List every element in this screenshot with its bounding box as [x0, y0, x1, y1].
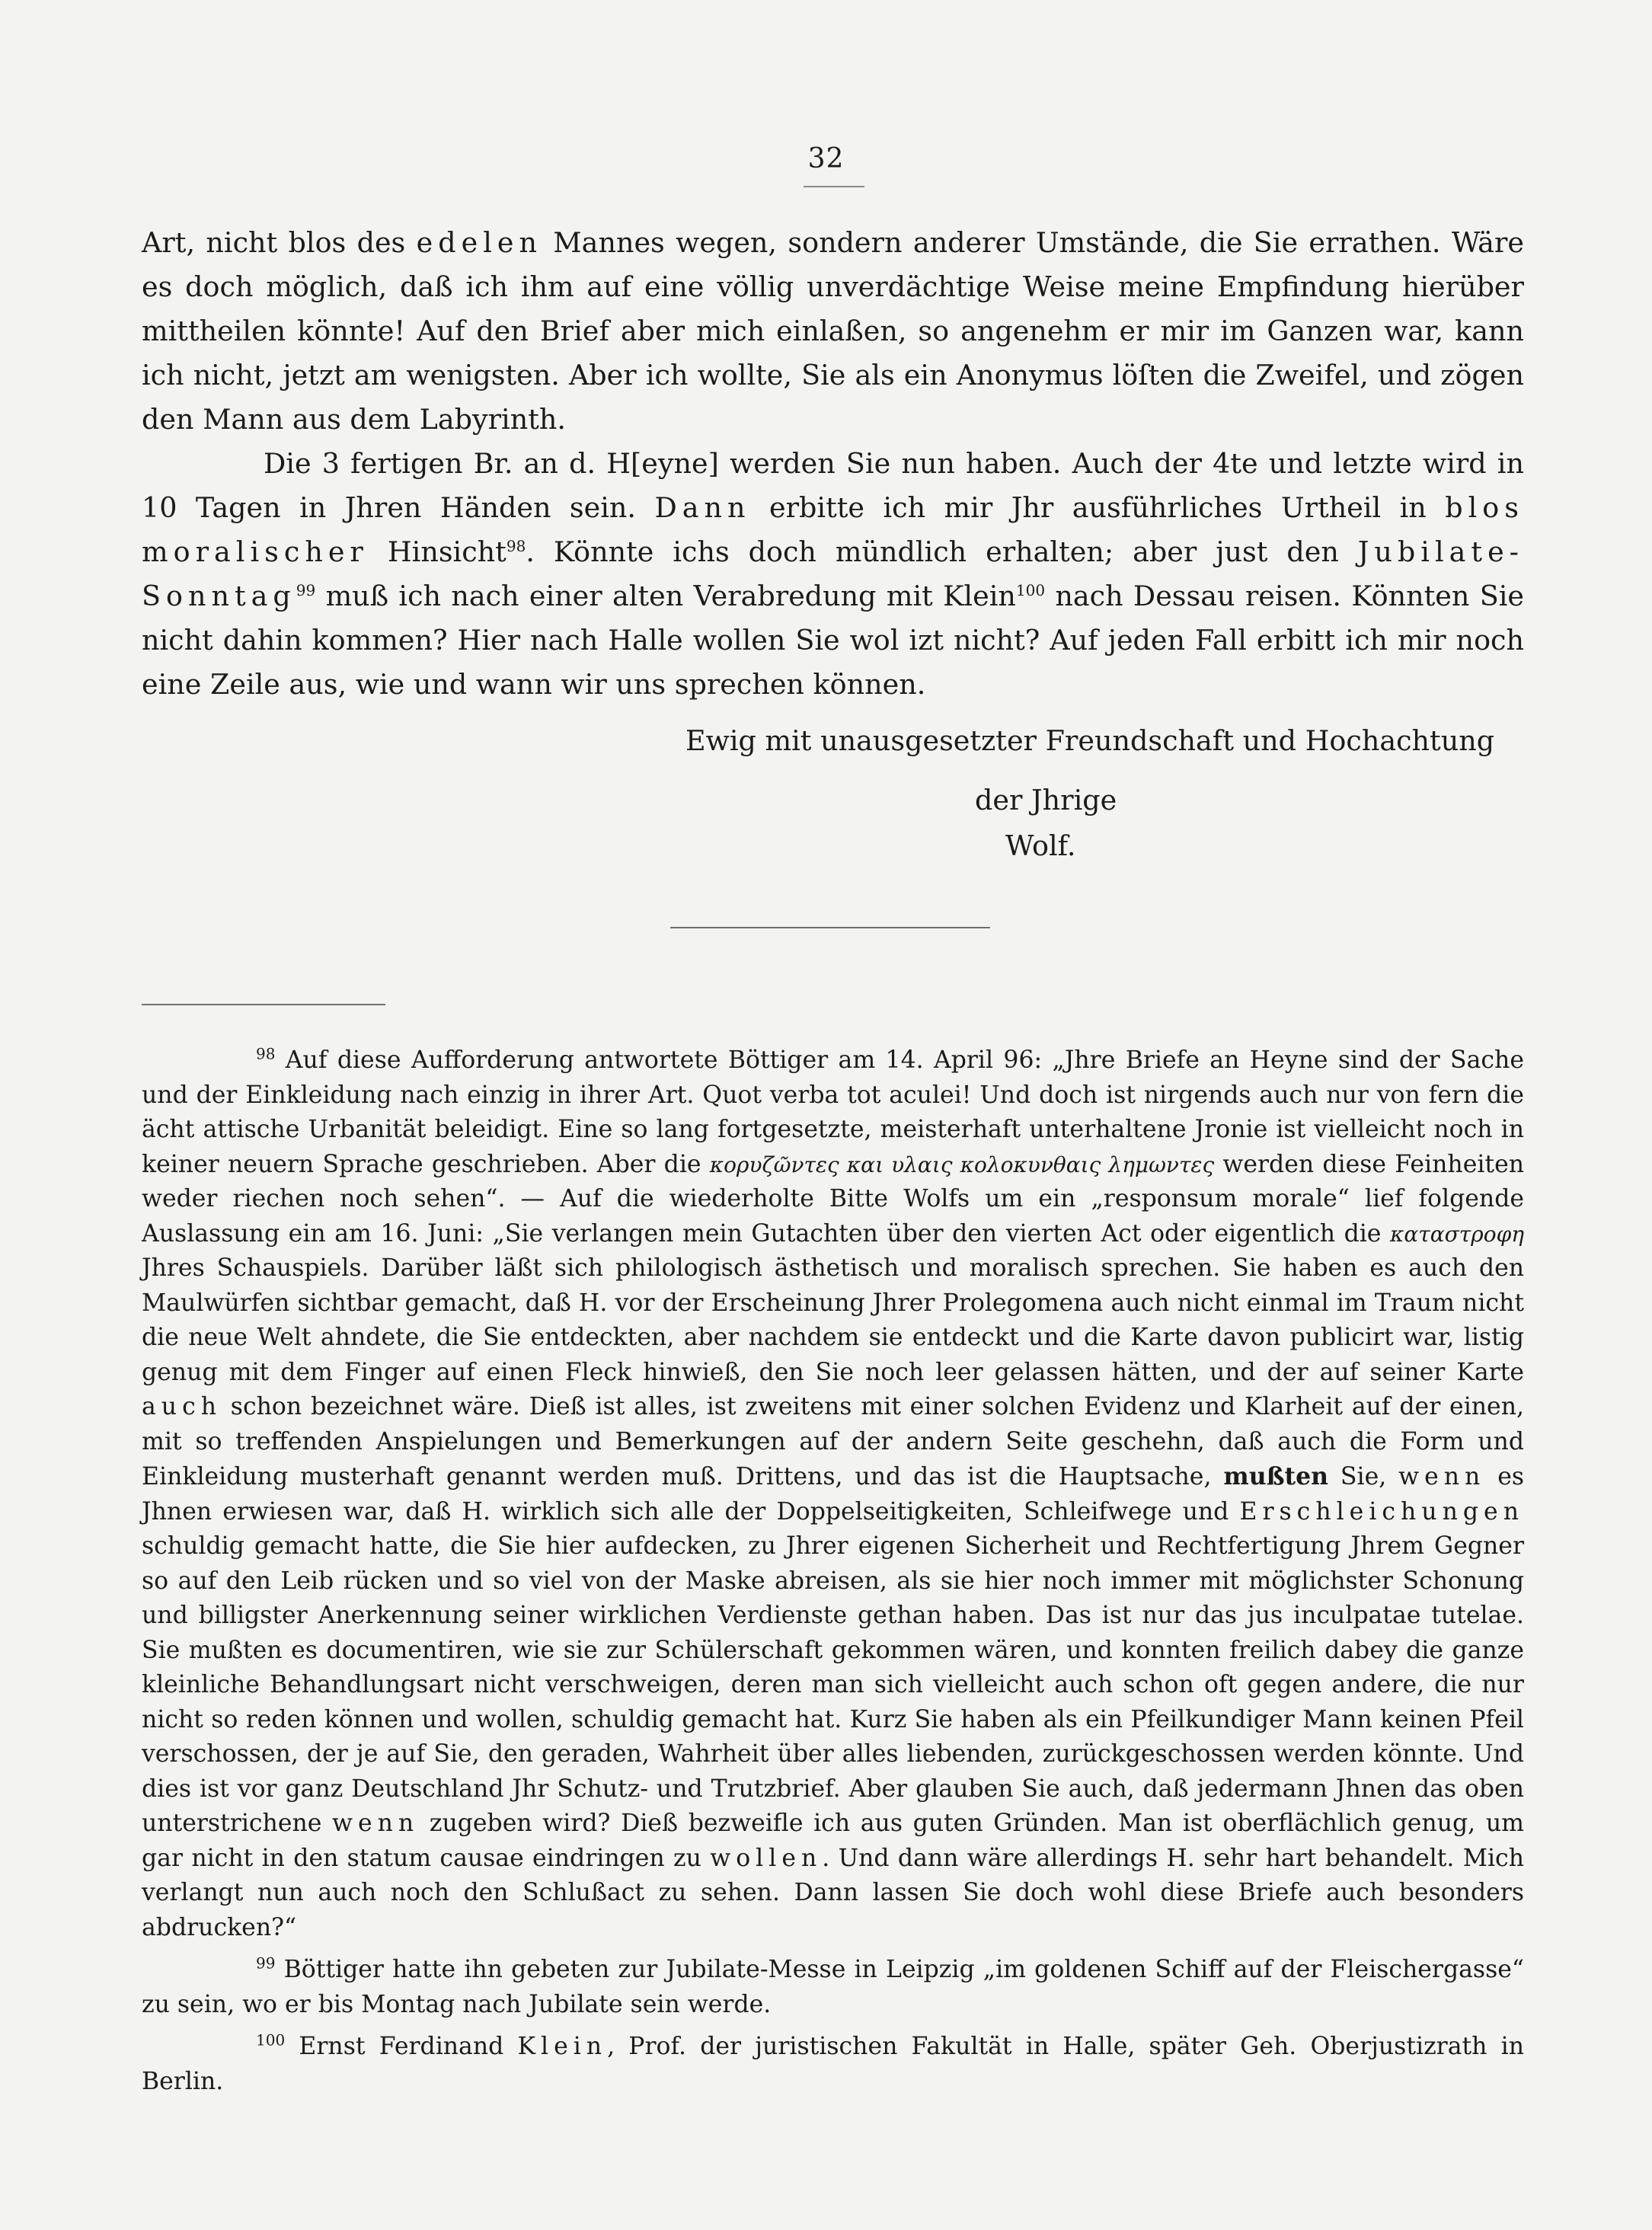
- bold-word: mußten: [1223, 1462, 1329, 1490]
- signature: Wolf.: [1005, 829, 1076, 862]
- footnote-99: $^{99}$ Böttiger hatte ihn gebeten zur Jubilate-Messe in Leipzig „im goldenen Schiff auf der Fleischergasse“ zu sein, wo er bis Montag nach Jubilate sein werde.: [142, 1954, 1524, 2018]
- page-number: 32: [807, 143, 845, 174]
- emphasized-word: auch: [142, 1393, 222, 1420]
- emphasized-word: blos moralischer: [142, 491, 1524, 568]
- footnote-number: 99: [256, 1954, 276, 1973]
- section-divider: [670, 927, 990, 928]
- emphasized-word: Klein: [517, 2033, 608, 2060]
- emphasized-word: Dann: [654, 491, 751, 524]
- footnote-divider: [142, 1004, 385, 1005]
- closing-greeting: Ewig mit unausgesetzter Freundschaft und Hochachtung: [685, 724, 1495, 757]
- greek-word: καταστροφη: [1390, 1221, 1524, 1247]
- footnote-98: $^{98}$ Auf diese Aufforderung antwortete Böttiger am 14. April 96: „Jhre Briefe an Heyne sind der Sache und der Einkleidung nach einzig in ihrer Art. Quot verba tot aculei! Und doch ist nirgends auch nur von fern die ächt attische Urbanität beleidigt. Eine so lang fortgesetzte, meisterhaft unterhaltene Jronie ist vielleicht noch in keiner neuern Sprache geschrieben. Aber die κορυζῶντες και υλαις κολοκυνθαις λημωντες werden diese Feinheiten weder riechen noch sehen“. — Auf die wiederholte Bitte Wolfs um ein „responsum morale“ lief folgende Auslassung ein am 16. Juni: „Sie verlangen mein Gutachten über den vierten Act oder eigentlich die καταστροφη Jhres Schauspiels. Darüber läßt sich philologisch ästhetisch und moralisch sprechen. Sie haben es auch den Maulwürfen sichtbar gemacht, daß H. vor der Erscheinung Jhrer Prolegomena auch nicht einmal im Traum nicht die neue Welt ahndete, die Sie entdeckten, aber nachdem sie entdeckt und die Karte davon publicirt war, listig genug mit dem Finger auf einen Fleck hinwieß, den Sie noch leer gelassen hätten, und der auf seiner Karte auch schon bezeichnet wäre. Dieß ist alles, ist zweitens mit einer solchen Evidenz und Klarheit auf der einen, mit so treffenden Anspielungen und Bemerkungen auf der andern Seite geschehn, daß auch die Form und Einkleidung musterhaft genannt werden muß. Drittens, und das ist die Hauptsache, mußten Sie, wenn es Jhnen erwiesen war, daß H. wirklich sich alle der Doppelseitigkeiten, Schleifwege und Erschleichungen schuldig gemacht hatte, die Sie hier aufdecken, zu Jhrer eigenen Sicherheit und Rechtfertigung Jhrem Gegner so auf den Leib rücken und so viel von der Maske abreisen, als sie hier noch immer mit möglichster Schonung und billigster Anerkennung seiner wirklichen Verdienste gethan haben. Das ist nur das jus inculpatae tutelae. Sie mußten es documentiren, wie sie zur Schülerschaft gekommen wären, und konnten freilich dabey die ganze kleinliche Behandlungsart nicht verschweigen, deren man sich vielleicht auch schon oft gegen andere, die nur nicht so reden können und wollen, schuldig gemacht hat. Kurz Sie haben als ein Pfeilkundiger Mann keinen Pfeil verschossen, der je auf Sie, den geraden, Wahrheit über alles liebenden, zurückgeschossen werden könnte. Und dies ist vor ganz Deutschland Jhr Schutz- und Trutzbrief. Aber glauben Sie auch, daß jedermann Jhnen das oben unterstrichene wenn zugeben wird? Dieß bezweifle ich aus guten Gründen. Man ist oberflächlich genug, um gar nicht in den statum causae eindringen zu wollen. Und dann wäre allerdings H. sehr hart behandelt. Mich verlangt nun auch noch den Schlußact zu sehen. Dann lassen Sie doch wohl diese Briefe auch besonders abdrucken?“: [142, 1044, 1525, 1941]
- footnote-ref-99[interactable]: 99: [296, 580, 316, 599]
- letter-paragraph-2: Die 3 fertigen Br. an d. H[eyne] werden Sie nun haben. Auch der 4te und letzte wird in 10 Tagen in Jhren Händen sein. Dann erbitte ich mir Jhr ausführliches Urtheil in blos moralischer Hinsicht$^{98}$. Könnte ichs doch mündlich erhalten; aber just den Jubilate-Sonntag$^{99}$ muß ich nach einer alten Verabredung mit Klein$^{100}$ nach Dessau reisen. Könnten Sie nicht dahin kommen? Hier nach Halle wollen Sie wol izt nicht? Auf jeden Fall erbitt ich mir noch eine Zeile aus, wie und wann wir uns sprechen können.: [142, 447, 1525, 701]
- page-number-ornament: [804, 186, 864, 187]
- emphasized-word: Jubilate-Sonntag: [142, 535, 1525, 612]
- footnotes: [142, 1043, 1524, 2107]
- letter-paragraph-1: Art, nicht blos des edelen Mannes wegen, sondern anderer Umstände, die Sie errathen. Wäre es doch möglich, daß ich ihm auf eine völlig unverdächtige Weise meine Empfindung hierüber mittheilen könnte! Auf den Brief aber mich einlaßen, so angenehm er mir im Ganzen war, kann ich nicht, jetzt am wenigsten. Aber ich wollte, Sie als ein Anonymus löſten die Zweifel, und zögen den Mann aus dem Labyrinth.: [142, 226, 1524, 436]
- emphasized-word: Erschleichungen: [1239, 1497, 1524, 1526]
- footnote-number: 100: [256, 2030, 286, 2049]
- footnote-ref-98[interactable]: 98: [506, 536, 526, 555]
- emphasized-word: wenn: [1398, 1463, 1486, 1490]
- greek-quote: κορυζῶντες και υλαις κολοκυνθαις λημωντες: [709, 1152, 1215, 1177]
- emphasized-word: wollen: [710, 1844, 823, 1872]
- footnote-number: 98: [256, 1044, 276, 1063]
- emphasized-word: wenn: [332, 1810, 420, 1837]
- footnote-ref-100[interactable]: 100: [1015, 580, 1046, 599]
- emphasized-word: edelen: [416, 226, 542, 259]
- letter-body: [142, 221, 1524, 707]
- closing-line: der Jhrige: [975, 784, 1117, 816]
- footnote-100: $^{100}$ Ernst Ferdinand Klein, Prof. der juristischen Fakultät in Halle, später Geh. Oberjustizrath in Berlin.: [142, 2030, 1524, 2095]
